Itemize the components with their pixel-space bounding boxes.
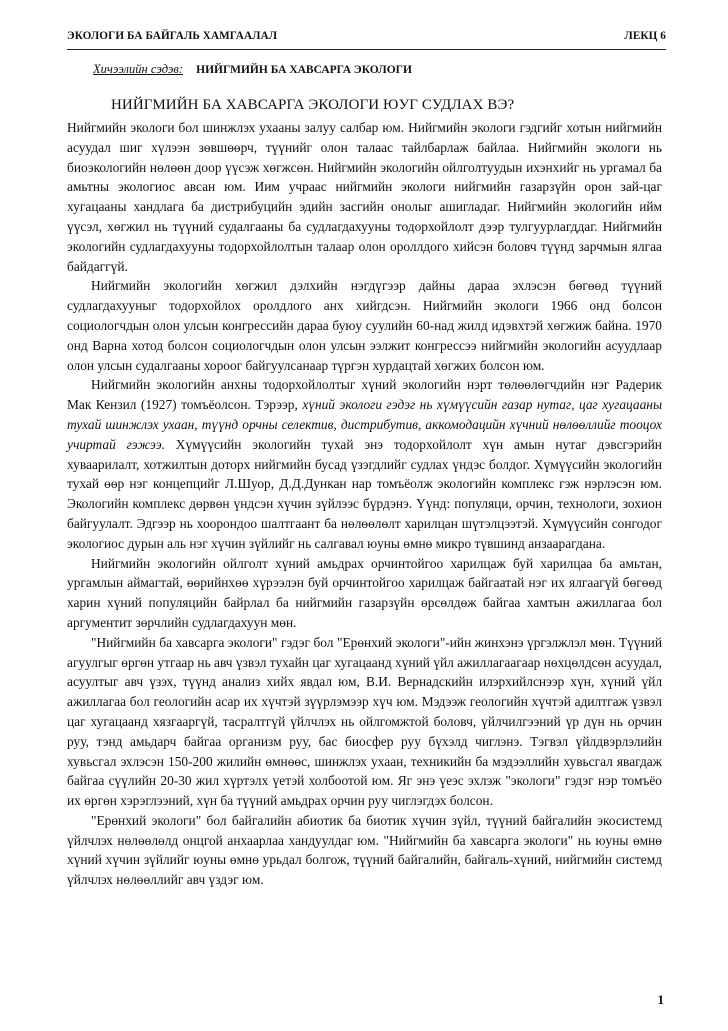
body-text (67, 118, 662, 890)
lesson-topic (93, 62, 412, 77)
header-lecture-number: ЛЕКЦ 6 (624, 30, 666, 42)
page-number: 1 (657, 992, 664, 1007)
paragraph-1: Нийгмийн экологи бол шинжлэх ухааны залуу салбар юм. Нийгмийн экологи гэдгийг хотын нийгмийн асуудал шиг хүлээн зөвшөөрч, түүнийг олон талаас тайлбарлаж байлаа. Нийгмийн экологи нь биоэкологийн нөлөөн доор үүсэж хөгжсөн. Нийгмийн экологийн ойлголтуудын ихэнхийг нь ургамал ба амьтны экологиос авсан юм. Иим учраас нийгмийн экологи нийгмийн газарзүйн орон зай-цаг хугацааны хандлага ба дистрибуцийн эдийн засгийн онолыг ашигладаг. Нийгмийн экологийн ийм үүсэл, хөгжил нь түүний судалгааны ба судлагдахууны тодорхойлолт дээр тулгуурлагддаг. Нийгмийн экологийн судлагдахууны тодорхойлолтын талаар олон ороллдого хийсэн боловч түүнд зарчмын ялгаа байдаггүй. (67, 120, 662, 274)
paragraph-3-quote: хүний экологи гэдэг нь хүмүүсийн газар нутаг, цаг хугацааны тухай шинжлэх ухаан, түүнд орчны селектив, дистрибутив, аккомодацийн хүчний нөлөөллийг тооцох учиртай гэжээ. (67, 397, 663, 452)
paragraph-3-intro: Нийгмийн экологийн анхны тодорхойлолтыг хүний экологийн нэрт төлөөлөгчдийн нэг Радерик Мак Кензил (1927) томъёолсон. Тэрээр, (67, 377, 662, 413)
paragraph-2: Нийгмийн экологийн хөгжил дэлхийн нэгдүгээр дайны дараа эхлэсэн бөгөөд түүний судлагдахууныг тодорхойлох оролдлого анх хийгдсэн. Нийгмийн экологи 1966 онд болсон социологчдын олон улсын конгрессийн дараа буюу суулийн 60-над жилд идэвхтэй хөгжиж байна. 1970 онд Варна хотод болсон социологчдын олон улсын ээлжит конгрессээ нийгмийн экологийн асуудлаар олон улсын судалгааны хороог байгуулсанаар түргэн хурдацтай хөгжих болсон юм. (67, 278, 662, 373)
header-course-title: ЭКОЛОГИ БА БАЙГАЛЬ ХАМГААЛАЛ (67, 30, 278, 42)
page-header (67, 27, 666, 50)
paragraph-5: "Нийгмийн ба хавсарга экологи" гэдэг бол "Ерөнхий экологи"-ийн жинхэнэ үргэлжлэл мөн. Түүний агуулгыг өргөн утгаар нь авч үзвэл тухайн цаг хугацаанд хүний үйл ажиллагаагаар нөхцөлдсөн асуудал, асуултыг авч үзэх, түүнд анализ хийх явдал юм, В.И. Вернадскийн илэрхийлснээр хүн, хүний үйл ажиллагаа бол геологийн асар их хүчтэй зүүрлэмээр хүч юм. Мэдээж геологийн хүчтэй адилтгаж үзвэл цаг хугацаанд хязгааргүй, тасралтгүй үйлчлэх нь ойлгомжтой боловч, үйлчилгээний үр дүн нь орчин руу, тэнд амьдарч байгаа организм руу, бас биосфер руу бүхэлд чиглэнэ. Тэгвэл үйлдвэрлэлийн хувьсгал эхлэсэн 150-200 жилийн өмнөөс, шинжлэх ухаан, техникийн ба мэдээллийн хувьсгал явагдаж байгаа сүүлийн 20-30 жил хүртэлх үетэй холбоотой юм. Яг энэ үеэс эхлэж "экологи" гэдэг нэр томъёо их өргөн хэрэглээний, хүн ба түүний амьдрах орчин руу чиглэгдэх болсон. (67, 634, 662, 809)
topic-label: Хичээлийн сэдэв: (93, 62, 183, 76)
paragraph-3 (67, 375, 662, 553)
topic-value: НИЙГМИЙН БА ХАВСАРГА ЭКОЛОГИ (196, 64, 412, 76)
section-heading: НИЙГМИЙН БА ХАВСАРГА ЭКОЛОГИ ЮУГ СУДЛАХ ВЭ? (111, 97, 515, 113)
paragraph-4: Нийгмийн экологийн ойлголт хүний амьдрах орчинтойгоо харилцаж буй харилцаа ба амьтан, ургамлын аймагтай, өөрийнхөө хүрээлэн буй орчинтойгоо харилцаж байгаатай нэг их ялгаагүй бөгөөд харин хүний популяцийн байрлал ба нийгмийн газарзүйн өрсөлдөж байгаа хамтын ажиллагаа бол аргументит зөрчлийн судлагдахуун мөн. (67, 555, 662, 630)
paragraph-3-rest: Хүмүүсийн экологийн тухай энэ тодорхойлолт хүн амын нутаг дэвсгэрийн хуваарилалт, хотжилтын доторх нийгмийн бусад үзэгдлийг судлах үндэс болдог. Хүмүүсийн экологийн тухай өөр нэг концепцийг Л.Шуор, Д.Д.Дункан нар томъёолж экологийн комплекс гэж нэрлэсэн юм. Экологийн комплекс дөрвөн үндсэн хүчин зүйлээс бүрдэнэ. Үүнд: популяци, орчин, технологи, зохион байгуулалт. Эдгээр нь хоорондоо шалтгаант ба нөлөөлөлт харилцан шүтэлцээтэй. Хүмүүсийн сонгодог экологиос дурын аль нэг хүчин зүйлийг нь салгавал юуны өмнө микро түвшинд анзаарагдана. (67, 436, 662, 551)
paragraph-6: "Ерөнхий экологи" бол байгалийн абиотик ба биотик хүчин зүйл, түүний байгалийн экосистемд үйлчлэх нөлөөлөлд онцгой анхаарлаа хандуулдаг юм. "Нийгмийн ба хавсарга экологи" нь юуны өмнө хүний хүчин зүйлийг юуны өмнө урьдал болгож, түүний байгалийн, байгаль-хүний, нийгмийн системд үйлчлэх нөлөөллийг авч үздэг юм. (67, 812, 662, 888)
